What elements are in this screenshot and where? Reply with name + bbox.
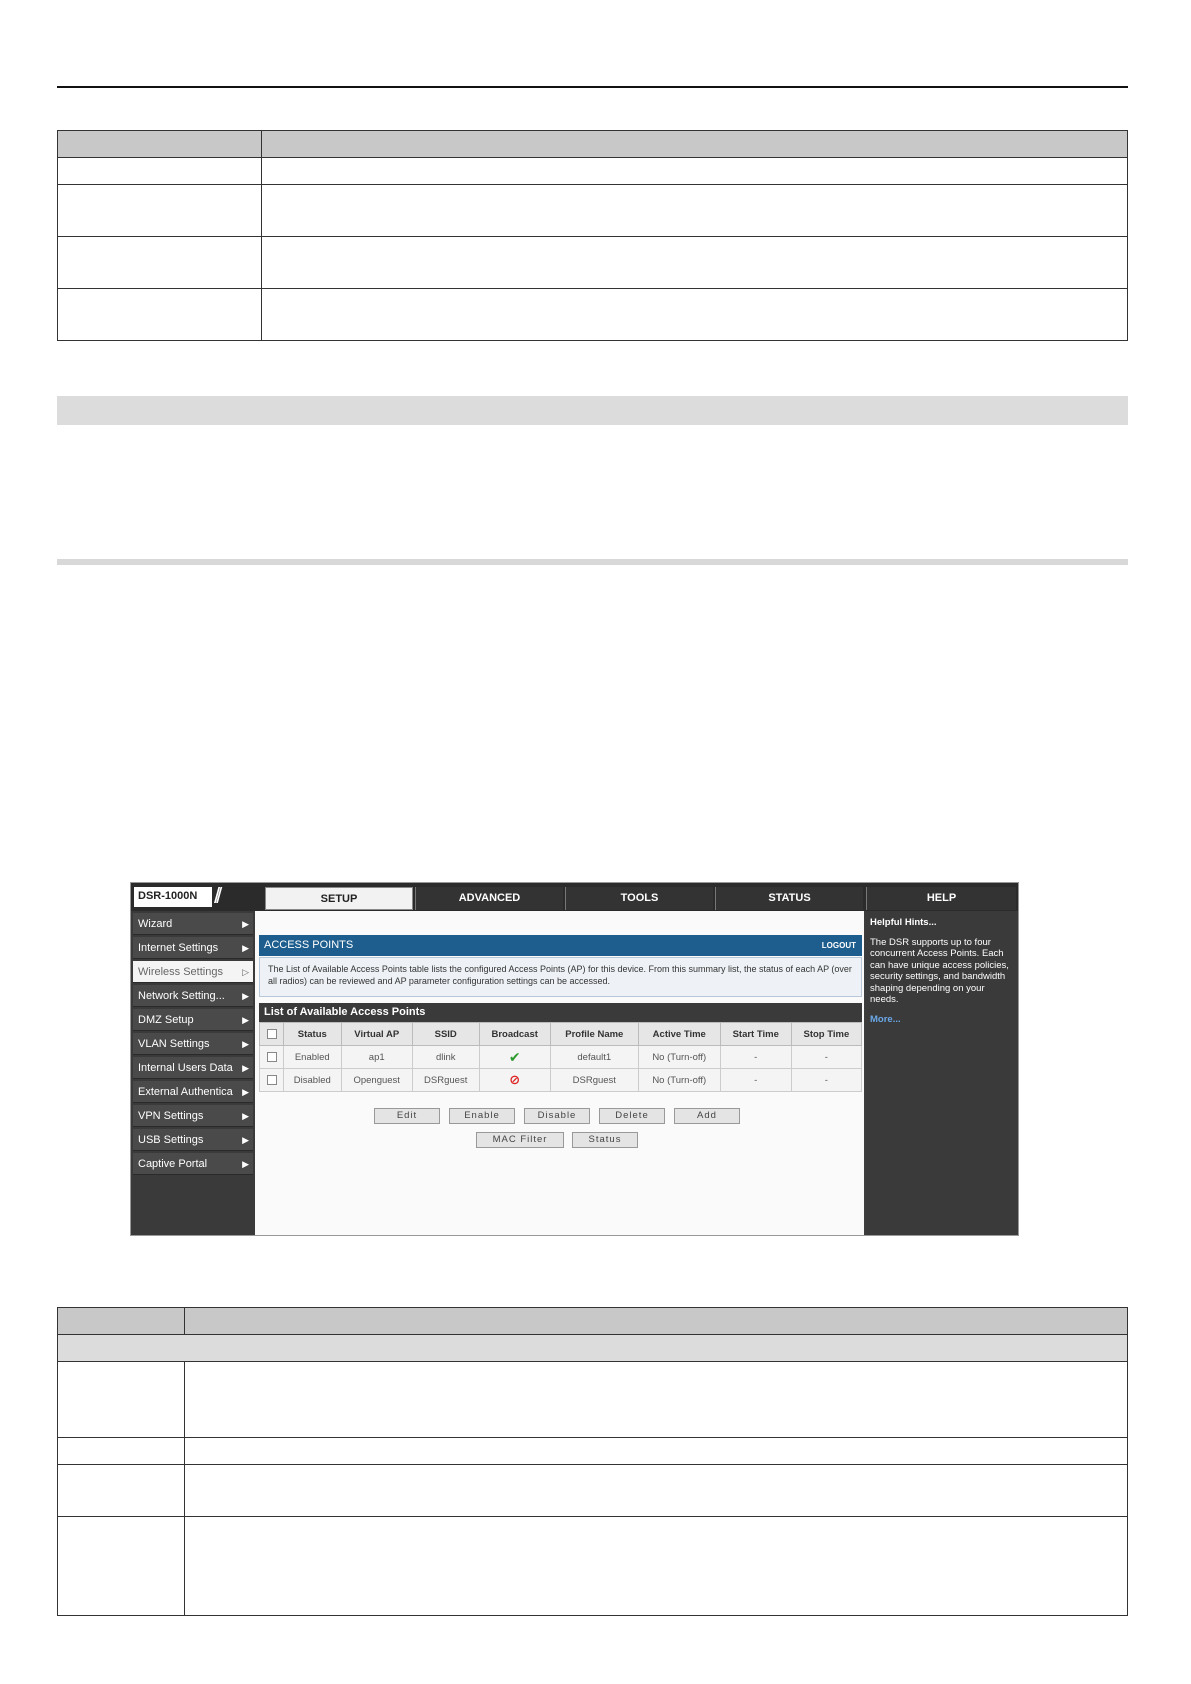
sidebar-item-vlan[interactable] <box>133 1033 253 1055</box>
profile-cell: DSRguest <box>550 1069 638 1092</box>
help-text: The DSR supports up to four concurrent Access Points. Each can have unique access policies, security settings, and bandwidth shaping depending on your needs. <box>870 936 1009 1005</box>
section-divider <box>57 559 1128 565</box>
tab-setup[interactable]: SETUP <box>265 887 413 910</box>
tab-advanced[interactable]: ADVANCED <box>415 887 563 910</box>
panel-header <box>259 935 862 956</box>
column-header: Start Time <box>720 1023 791 1046</box>
table-row <box>260 1046 862 1069</box>
sidebar-item-captive-portal[interactable] <box>133 1153 253 1175</box>
sidebar-item-label: VLAN Settings <box>138 1038 210 1050</box>
chevron-right-icon: ▶ <box>242 1135 249 1145</box>
chevron-right-icon: ▶ <box>242 1015 249 1025</box>
active-time-cell: No (Turn-off) <box>638 1069 720 1092</box>
upper-table <box>57 130 1128 341</box>
broadcast-cell <box>479 1046 550 1069</box>
sidebar-item-usb[interactable] <box>133 1129 253 1151</box>
sidebar-item-label: Captive Portal <box>138 1158 208 1170</box>
list-title: List of Available Access Points <box>259 1003 862 1022</box>
column-header: Stop Time <box>791 1023 861 1046</box>
help-title: Helpful Hints... <box>870 917 937 928</box>
tab-status[interactable]: STATUS <box>715 887 863 910</box>
lower-table <box>57 1307 1128 1616</box>
column-header: SSID <box>412 1023 479 1046</box>
stop-time-cell: - <box>791 1046 861 1069</box>
stop-time-cell: - <box>791 1069 861 1092</box>
sidebar-item-label: Wizard <box>138 918 173 930</box>
column-header: Profile Name <box>550 1023 638 1046</box>
start-time-cell: - <box>720 1046 791 1069</box>
sidebar-item-label: Wireless Settings <box>138 966 223 978</box>
sidebar-item-label: Network Setting... <box>138 990 225 1002</box>
panel-title: ACCESS POINTS <box>264 939 354 951</box>
sidebar-item-label: Internal Users Data <box>138 1062 233 1074</box>
check-icon: ✔ <box>508 1048 521 1065</box>
product-logo: DSR-1000N <box>134 887 212 907</box>
row-checkbox[interactable] <box>267 1075 277 1085</box>
sidebar-item-external-auth[interactable] <box>133 1081 253 1103</box>
broadcast-cell <box>479 1069 550 1092</box>
chevron-right-icon: ▶ <box>242 1063 249 1073</box>
edit-button[interactable]: Edit <box>374 1108 440 1124</box>
add-button[interactable]: Add <box>674 1108 740 1124</box>
sidebar-item-vpn[interactable] <box>133 1105 253 1127</box>
status-cell: Enabled <box>284 1046 342 1069</box>
active-time-cell: No (Turn-off) <box>638 1046 720 1069</box>
tab-tools[interactable]: TOOLS <box>565 887 713 910</box>
vap-cell: Openguest <box>341 1069 412 1092</box>
sidebar-item-label: Internet Settings <box>138 942 219 954</box>
select-all-checkbox[interactable] <box>267 1029 277 1039</box>
access-points-table <box>259 1022 862 1092</box>
chevron-right-icon: ▶ <box>242 1087 249 1097</box>
sidebar-item-wizard[interactable] <box>133 913 253 935</box>
start-time-cell: - <box>720 1069 791 1092</box>
status-button[interactable]: Status <box>572 1132 638 1148</box>
sidebar-item-internet[interactable] <box>133 937 253 959</box>
tab-help[interactable]: HELP <box>866 887 1016 910</box>
enable-button[interactable]: Enable <box>449 1108 515 1124</box>
top-rule <box>57 86 1128 88</box>
delete-button[interactable]: Delete <box>599 1108 665 1124</box>
sidebar-item-label: DMZ Setup <box>138 1014 194 1026</box>
vap-cell: ap1 <box>341 1046 412 1069</box>
chevron-right-icon: ▶ <box>242 1159 249 1169</box>
top-nav <box>131 883 1018 911</box>
mac-filter-button[interactable]: MAC Filter <box>476 1132 564 1148</box>
sidebar <box>131 911 255 1235</box>
ssid-cell: DSRguest <box>412 1069 479 1092</box>
prohibited-icon: ⊘ <box>509 1072 521 1087</box>
column-header: Active Time <box>638 1023 720 1046</box>
panel-description: The List of Available Access Points table lists the configured Access Points (AP) for this device. From this summary list, the status of each AP (over all radios) can be reviewed and AP parameter configuration settings can be accessed. <box>259 957 862 997</box>
sidebar-item-dmz[interactable] <box>133 1009 253 1031</box>
chevron-right-icon: ▶ <box>242 1111 249 1121</box>
chevron-right-icon: ▶ <box>242 943 249 953</box>
sidebar-item-network[interactable] <box>133 985 253 1007</box>
router-screenshot <box>130 882 1019 1236</box>
select-all-header[interactable] <box>260 1023 284 1046</box>
chevron-right-icon: ▶ <box>242 1039 249 1049</box>
logout-link[interactable]: LOGOUT <box>821 941 856 950</box>
main-panel <box>255 911 864 1235</box>
profile-cell: default1 <box>550 1046 638 1069</box>
chevron-right-icon: ▶ <box>242 919 249 929</box>
column-header: Status <box>284 1023 342 1046</box>
logo-slashes: // <box>214 883 219 908</box>
disable-button[interactable]: Disable <box>524 1108 590 1124</box>
column-header: Broadcast <box>479 1023 550 1046</box>
help-more-link[interactable]: More... <box>870 1013 901 1025</box>
row-checkbox[interactable] <box>267 1052 277 1062</box>
ssid-cell: dlink <box>412 1046 479 1069</box>
section-heading-bar <box>57 396 1128 425</box>
column-header: Virtual AP <box>341 1023 412 1046</box>
sidebar-item-label: VPN Settings <box>138 1110 204 1122</box>
sidebar-item-label: USB Settings <box>138 1134 204 1146</box>
help-panel <box>866 911 1018 1235</box>
sidebar-item-wireless[interactable] <box>133 961 253 983</box>
sidebar-item-label: External Authentica <box>138 1086 233 1098</box>
chevron-right-icon: ▶ <box>242 991 249 1001</box>
status-cell: Disabled <box>284 1069 342 1092</box>
chevron-right-icon: ▷ <box>242 967 249 977</box>
table-row <box>260 1069 862 1092</box>
sidebar-item-internal-users[interactable] <box>133 1057 253 1079</box>
